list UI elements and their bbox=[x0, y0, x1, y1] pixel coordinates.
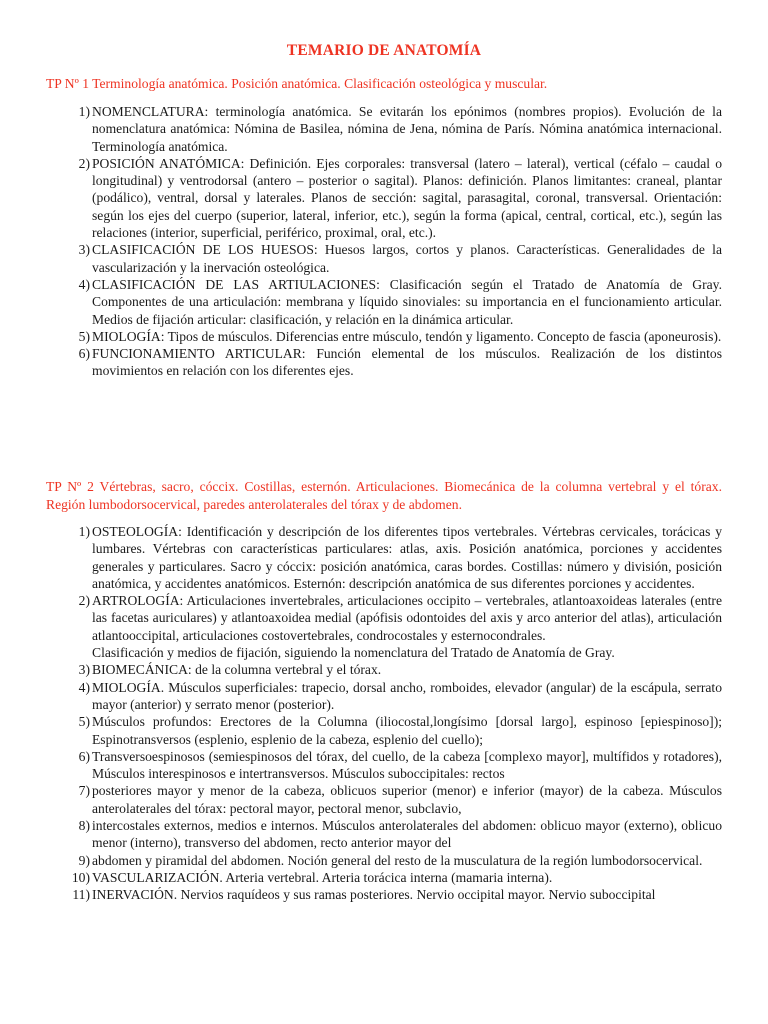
tp2-heading: TP Nº 2 Vértebras, sacro, cóccix. Costillas, esternón. Articulaciones. Biomecánica de la columna vertebral y el tórax. Región lumbodorsocervical, paredes anterolaterales del tórax y de abdomen. bbox=[46, 479, 722, 512]
list-item-text: Transversoespinosos (semiespinosos del tórax, del cuello, de la cabeza [complexo mayor], multífidos y rotadores), Músculos interespinosos e intertransversos. Músculos suboccipitales: rectos bbox=[92, 748, 722, 782]
list-item-text: MIOLOGÍA. Músculos superficiales: trapecio, dorsal ancho, romboides, elevador (angular) de la escápula, serrato mayor (anterior) y serrato menor (posterior). bbox=[92, 679, 722, 712]
list-item-text: FUNCIONAMIENTO ARTICULAR: Función elemental de los músculos. Realización de los distintos movimientos en relación con los diferentes ejes. bbox=[92, 346, 722, 379]
list-item-number: 2) bbox=[78, 593, 90, 609]
list-item bbox=[66, 817, 722, 852]
list-item bbox=[66, 592, 722, 661]
list-item-text: VASCULARIZACIÓN. Arteria vertebral. Arteria torácica interna (mamaria interna). bbox=[92, 869, 553, 885]
list-item bbox=[66, 103, 722, 155]
list-item bbox=[66, 679, 722, 714]
document-title: TEMARIO DE ANATOMÍA bbox=[286, 42, 482, 59]
list-item-text: OSTEOLOGÍA: Identificación y descripción de los diferentes tipos vertebrales. Vértebras cervicales, torácicas y lumbares. Vértebras con características particulares: atlas, axis. Posición anatómica, porciones y accidentes generales y particulares. Sacro y cóccix: posición anatómica, caras bordes. Costillas: número y división, posición anatómica, y accidentes anatómicos. Esternón: descripción anatómica de sus diferentes porciones y accidentes. bbox=[92, 524, 722, 591]
list-item-number: 9) bbox=[78, 852, 90, 868]
list-item-number: 5) bbox=[78, 328, 90, 344]
list-item-number: 5) bbox=[78, 714, 90, 730]
list-item-text: INERVACIÓN. Nervios raquídeos y sus ramas posteriores. Nervio occipital mayor. Nervio suboccipital bbox=[92, 887, 656, 903]
list-item-text: MIOLOGÍA: Tipos de músculos. Diferencias entre músculo, tendón y ligamento. Concepto de fascia (aponeurosis). bbox=[92, 328, 722, 344]
list-item bbox=[66, 155, 722, 241]
list-item-text: posteriores mayor y menor de la cabeza, oblicuos superior (menor) e inferior (mayor) de la cabeza. Músculos anterolaterales del tórax: pectoral mayor, pectoral menor, subclavio, bbox=[92, 783, 722, 816]
list-item-number: 6) bbox=[78, 346, 90, 362]
list-item bbox=[66, 869, 722, 886]
list-item-number: 3) bbox=[78, 662, 90, 678]
list-item bbox=[66, 276, 722, 328]
list-item-number: 11) bbox=[72, 887, 90, 903]
list-item-number: 6) bbox=[78, 748, 90, 764]
list-item bbox=[66, 782, 722, 817]
tp1-topic-list bbox=[66, 103, 722, 380]
list-item bbox=[66, 852, 722, 869]
list-item-number: 10) bbox=[71, 869, 90, 885]
list-item-number: 4) bbox=[78, 679, 90, 695]
list-item-text: CLASIFICACIÓN DE LAS ARTIULACIONES: Clasificación según el Tratado de Anatomía de Gray. Componentes de una articulación: membrana y líquido sinoviales: su importancia en el funcionamiento articular. Medios de fijación articular: clasificación, y relación en la dinámica articular. bbox=[92, 276, 722, 327]
list-item bbox=[66, 345, 722, 380]
list-item-text: abdomen y piramidal del abdomen. Noción general del resto de la musculatura de la región lumbodorsocervical. bbox=[92, 852, 703, 868]
list-item-number: 1) bbox=[78, 104, 90, 119]
tp1-heading: TP Nº 1 Terminología anatómica. Posición anatómica. Clasificación osteológica y muscular. bbox=[46, 76, 548, 91]
list-item-text: CLASIFICACIÓN DE LOS HUESOS: Huesos largos, cortos y planos. Características. Generalidades de la vascularización y la inervación osteológica. bbox=[92, 242, 722, 275]
list-item bbox=[66, 523, 722, 592]
list-item bbox=[66, 748, 722, 783]
list-item bbox=[66, 713, 722, 748]
list-item-number: 1) bbox=[78, 524, 90, 539]
list-item bbox=[66, 241, 722, 276]
list-item-number: 3) bbox=[78, 242, 90, 258]
list-item-text: intercostales externos, medios e internos. Músculos anterolaterales del abdomen: oblicuo mayor (externo), oblicuo menor (interno), transverso del abdomen, recto anterior mayor del bbox=[92, 818, 722, 851]
list-item-text: BIOMECÁNICA: de la columna vertebral y el tórax. bbox=[92, 662, 382, 678]
list-item-number: 7) bbox=[78, 783, 90, 799]
list-item bbox=[66, 886, 722, 903]
list-item-number: 2) bbox=[78, 155, 90, 171]
list-item-number: 8) bbox=[78, 818, 90, 834]
list-item-text: ARTROLOGÍA: Articulaciones invertebrales, articulaciones occipito – vertebrales, atlantoaxoideas laterales (entre las facetas auriculares) y atlantoaxoidea medial (apófisis odontoides del axis y arco anterior del atlas), articulación atlantooccipital, articulaciones costovertebrales, condrocostales y esternocondrales. bbox=[92, 593, 722, 643]
list-item-text: Músculos profundos: Erectores de la Columna (iliocostal,longísimo [dorsal largo], espinoso [epiespinoso]); Espinotransversos (esplenio, esplenio de la cabeza, esplenio del cuello); bbox=[92, 714, 722, 747]
list-item bbox=[66, 328, 722, 345]
list-item-text: NOMENCLATURA: terminología anatómica. Se evitarán los epónimos (nombres propios). Evolución de la nomenclatura anatómica: Nómina de Basilea, nómina de Jena, nómina de París. Nómina anatómica internacional. Terminología anatómica. bbox=[92, 104, 722, 154]
list-item-number: 4) bbox=[78, 276, 90, 292]
list-item bbox=[66, 661, 722, 678]
list-item-text: POSICIÓN ANATÓMICA: Definición. Ejes corporales: transversal (latero – lateral), vertical (céfalo – caudal o longitudinal) y ventrodorsal (antero – posterior o sagital). Planos: definición. Planos limitantes: craneal, plantar (podálico), ventral, dorsal y laterales. Planos de sección: sagital, parasagital, coronal, transversal. Orientación: según los ejes del cuerpo (superior, lateral, inferior, etc.), según la forma (apical, central, cortical, etc.), según las relaciones (interior, superficial, periférico, proximal, oral, etc.). bbox=[92, 155, 722, 241]
list-item-note: Clasificación y medios de fijación, siguiendo la nomenclatura del Tratado de Anatomía de Gray. bbox=[92, 645, 615, 661]
tp2-topic-list bbox=[66, 523, 722, 904]
